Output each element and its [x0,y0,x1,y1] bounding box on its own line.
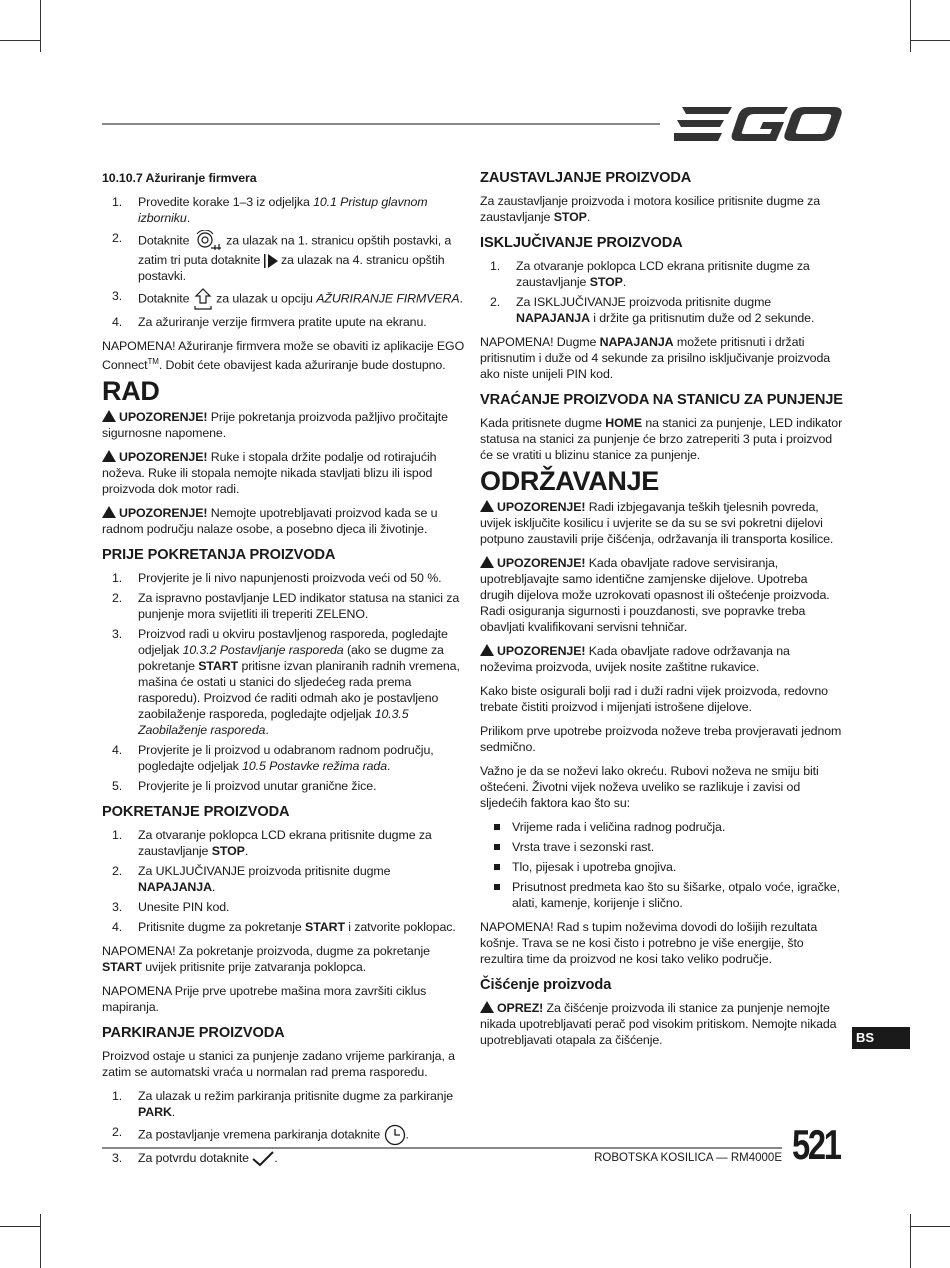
heading-pokretanje: POKRETANJE PROIZVODA [102,804,290,821]
list-item: 4. Pritisnite dugme za pokretanje START i zatvorite poklopac. [112,920,456,935]
warning: UPOZORENJE! Prije pokretanja proizvoda pažljivo pročitajte sigurnosne napomene. [102,410,448,441]
list-item: Tlo, pijesak i upotreba gnojiva. [480,859,844,875]
note: NAPOMENA Prije prve upotrebe mašina mora završiti ciklus mapiranja. [102,984,427,1015]
park-list [102,1088,466,1167]
paragraph: Proizvod ostaje u stanici za punjenje zadano vrijeme parkiranja, a zatim se automatski vraća u normalan rad prema rasporedu. [102,1049,455,1080]
list-item: Vrsta trave i sezonski rast. [480,839,844,855]
crop-mark [910,1226,950,1227]
footer-rule [102,1147,782,1149]
note: NAPOMENA! Rad s tupim noževima dovodi do lošijih rezultata košnje. Trava se ne kosi čisto i potrebno je više energije, što rezultira time da proizvod ne kosi tako veliko područje. [480,920,818,966]
warning-icon [102,450,116,462]
list-item: 1. Za otvaranje poklopca LCD ekrana pritisnite dugme za zaustavljanje STOP. [490,259,810,289]
crop-mark [910,1214,911,1268]
crop-mark [40,1214,41,1268]
list-item: 3. Za potvrdu dotaknite . [112,1151,278,1166]
page-number: 521 [792,1121,840,1168]
list-item: 1. Za ulazak u režim parkiranja pritisnite dugme za parkiranje PARK. [112,1089,454,1120]
next-page-icon [264,254,278,268]
warning-icon [102,506,116,518]
left-column [102,170,466,1175]
heading-ciscenje: Čišćenje proizvoda [480,977,612,993]
list-item: 2. Za postavljanje vremena parkiranja dotaknite . [102,1124,466,1146]
bullet-icon [494,844,500,850]
note: NAPOMENA! Za pokretanje proizvoda, dugme za pokretanje START uvijek pritisnite prije zatvaranja poklopca. [102,944,430,975]
caution: OPREZ! Za čišćenje proizvoda ili stanice za punjenje nemojte nikada upotrebljavati perač pod visokim pritiskom. Nemojte nikada upotrebljavati otapala za čišćenje. [480,1001,837,1047]
bullet-icon [494,884,500,890]
heading-prije: PRIJE POKRETANJA PROIZVODA [102,547,336,564]
crop-mark [0,40,40,41]
warning: UPOZORENJE! Kada obavljate radove servisiranja, upotrebljavajte samo identične zamjenske dijelove. Upotreba drugih dijelova može uzrokovati opasnost ili oštećenje proizvoda. Radi osiguranja sigurnosti i pouzdanosti, sve popravke treba obavljati kvalifikovani servisni tehničar. [480,556,830,634]
list-item: 1. Provedite korake 1–3 iz odjeljka 10.1 Pristup glavnom izborniku. [112,195,428,225]
list-item: 2. Za ispravno postavljanje LED indikator statusa na stanici za punjenje mora svijetliti ili treperiti ZELENO. [112,591,460,622]
heading-vracanje: VRAĆANJE PROIZVODA NA STANICU ZA PUNJENJE [480,392,843,408]
paragraph: Kako biste osigurali bolji rad i duži radni vijek proizvoda, redovno trebate čistiti proizvod i mijenjati istrošene dijelove. [480,684,828,714]
clock-icon [384,1124,406,1146]
paragraph: Kada pritisnete dugme HOME na stanici za punjenje, LED indikator statusa na stanici za punjenje će brzo zatreperiti 3 puta i proizvod će se vratiti u blizinu stanice za punjenje. [480,416,843,462]
paragraph: Za zaustavljanje proizvoda i motora kosilice pritisnite dugme za zaustavljanje STOP. [480,194,821,224]
warning-icon [480,644,494,656]
list-item: 5. Provjerite je li proizvod unutar granične žice. [112,779,377,794]
heading-iskljucivanje: ISKLJUČIVANJE PROIZVODA [480,235,683,251]
list-item: 4. Za ažuriranje verzije firmvera pratite upute na ekranu. [112,315,427,329]
warning-icon [102,410,116,422]
footer-text: ROBOTSKA KOSILICA — RM4000E [594,1152,782,1164]
list-item: 2. Dotaknite za ulazak na 1. stranicu opštih postavki, a zatim tri puta dotaknite za ulazak na 4. stranicu opštih postavki. [112,231,452,283]
crop-mark [40,0,41,52]
crop-mark [910,0,911,52]
warning-icon [480,500,494,512]
note: NAPOMENA! Dugme NAPAJANJA možete pritisnuti i držati pritisnutim i duže od 4 sekunde za prisilno isključivanje proizvoda ako niste unijeli PIN kod. [480,335,831,381]
list-item: Prisutnost predmeta kao što su šišarke, otpalo voće, igračke, alati, kamenje, korijenje i slično. [480,879,844,911]
bullet-icon [494,864,500,870]
list-item: 3. Dotaknite za ulazak u opciju AŽURIRANJE FIRMVERA. [102,288,466,310]
warning-icon [480,1001,494,1013]
note: NAPOMENA! Ažuriranje firmvera može se obaviti iz aplikacije EGO Connect™. Dobit ćete obavijest kada ažuriranje bude dostupno. [102,339,465,373]
section-title: 10.10.7 Ažuriranje firmvera [102,171,257,185]
list-item: 2. Za ISKLJUČIVANJE proizvoda pritisnite dugme NAPAJANJA i držite ga pritisnutim duže od 2 sekunde. [490,295,815,325]
heading-zaustavljanje: ZAUSTAVLJANJE PROIZVODA [480,170,692,186]
header-rule [102,123,660,125]
heading-parkiranje: PARKIRANJE PROIZVODA [102,1025,285,1042]
checkmark-icon [252,1151,274,1167]
warning: UPOZORENJE! Nemojte upotrebljavati proizvod kada se u radnom području nalaze osobe, a posebno djeca ili životinje. [102,506,438,537]
right-column [480,170,844,1056]
warning: UPOZORENJE! Ruke i stopala držite podalje od rotirajućih noževa. Ruke ili stopala nemojte nikada stavljati blizu ili ispod proizvoda dok motor radi. [102,450,437,497]
list-item: 4. Provjerite je li proizvod u odabranom radnom području, pogledajte odjeljak 10.5 Postavke režima rada. [112,743,434,774]
section-heading-rad: RAD [102,376,160,407]
crop-mark [910,40,950,41]
list-item: Vrijeme rada i veličina radnog područja. [480,819,844,835]
list-item: 3. Unesite PIN kod. [112,900,230,915]
prije-list [102,570,466,794]
warning: UPOZORENJE! Radi izbjegavanja teških tjelesnih povreda, uvijek isključite kosilicu i uvjerite se da su se svi pokretni dijelovi potpuno zaustavili prije čišćenja, održavanja ili transporta kosilice. [480,500,834,546]
list-item: 1. Za otvaranje poklopca LCD ekrana pritisnite dugme za zaustavljanje STOP. [112,828,432,859]
list-item: 3. Proizvod radi u okviru postavljenog rasporeda, pogledajte odjeljak 10.3.2 Postavljanje rasporeda (ako se dugme za pokretanje START pritisne izvan planiranih radnih vremena, mašina će ostati u stanici do sljedećeg rada prema rasporedu). Proizvod će raditi odmah ako je postavljeno zaobilaženje rasporeda, pogledajte odjeljak 10.3.5 Zaobilaženje rasporeda. [112,627,460,738]
list-item: 1. Provjerite je li nivo napunjenosti proizvoda veći od 50 %. [112,571,442,586]
language-tab: BS [852,1027,910,1049]
pokretanje-list [102,827,466,935]
crop-mark [0,1226,40,1227]
paragraph: Važno je da se noževi lako okreću. Rubovi noževa ne smiju biti oštećeni. Životni vijek noževa uveliko se razlikuje i zavisi od sljedećih faktora kao što su: [480,764,819,810]
warning: UPOZORENJE! Kada obavljate radove održavanja na noževima proizvoda, uvijek nosite zaštitne rukavice. [480,644,790,674]
update-icon [193,288,213,310]
list-item: 2. Za UKLJUČIVANJE proizvoda pritisnite dugme NAPAJANJA. [112,864,391,895]
firmware-steps [102,194,466,330]
ego-logo [672,104,844,144]
section-heading-odrzavanje: ODRŽAVANJE [480,466,660,496]
settings-icon [193,230,223,252]
paragraph: Prilikom prve upotrebe proizvoda noževe treba provjeravati jednom sedmično. [480,724,842,754]
warning-icon [480,556,494,568]
bullet-icon [494,824,500,830]
factor-list [480,819,844,911]
isklj-list [480,258,844,326]
